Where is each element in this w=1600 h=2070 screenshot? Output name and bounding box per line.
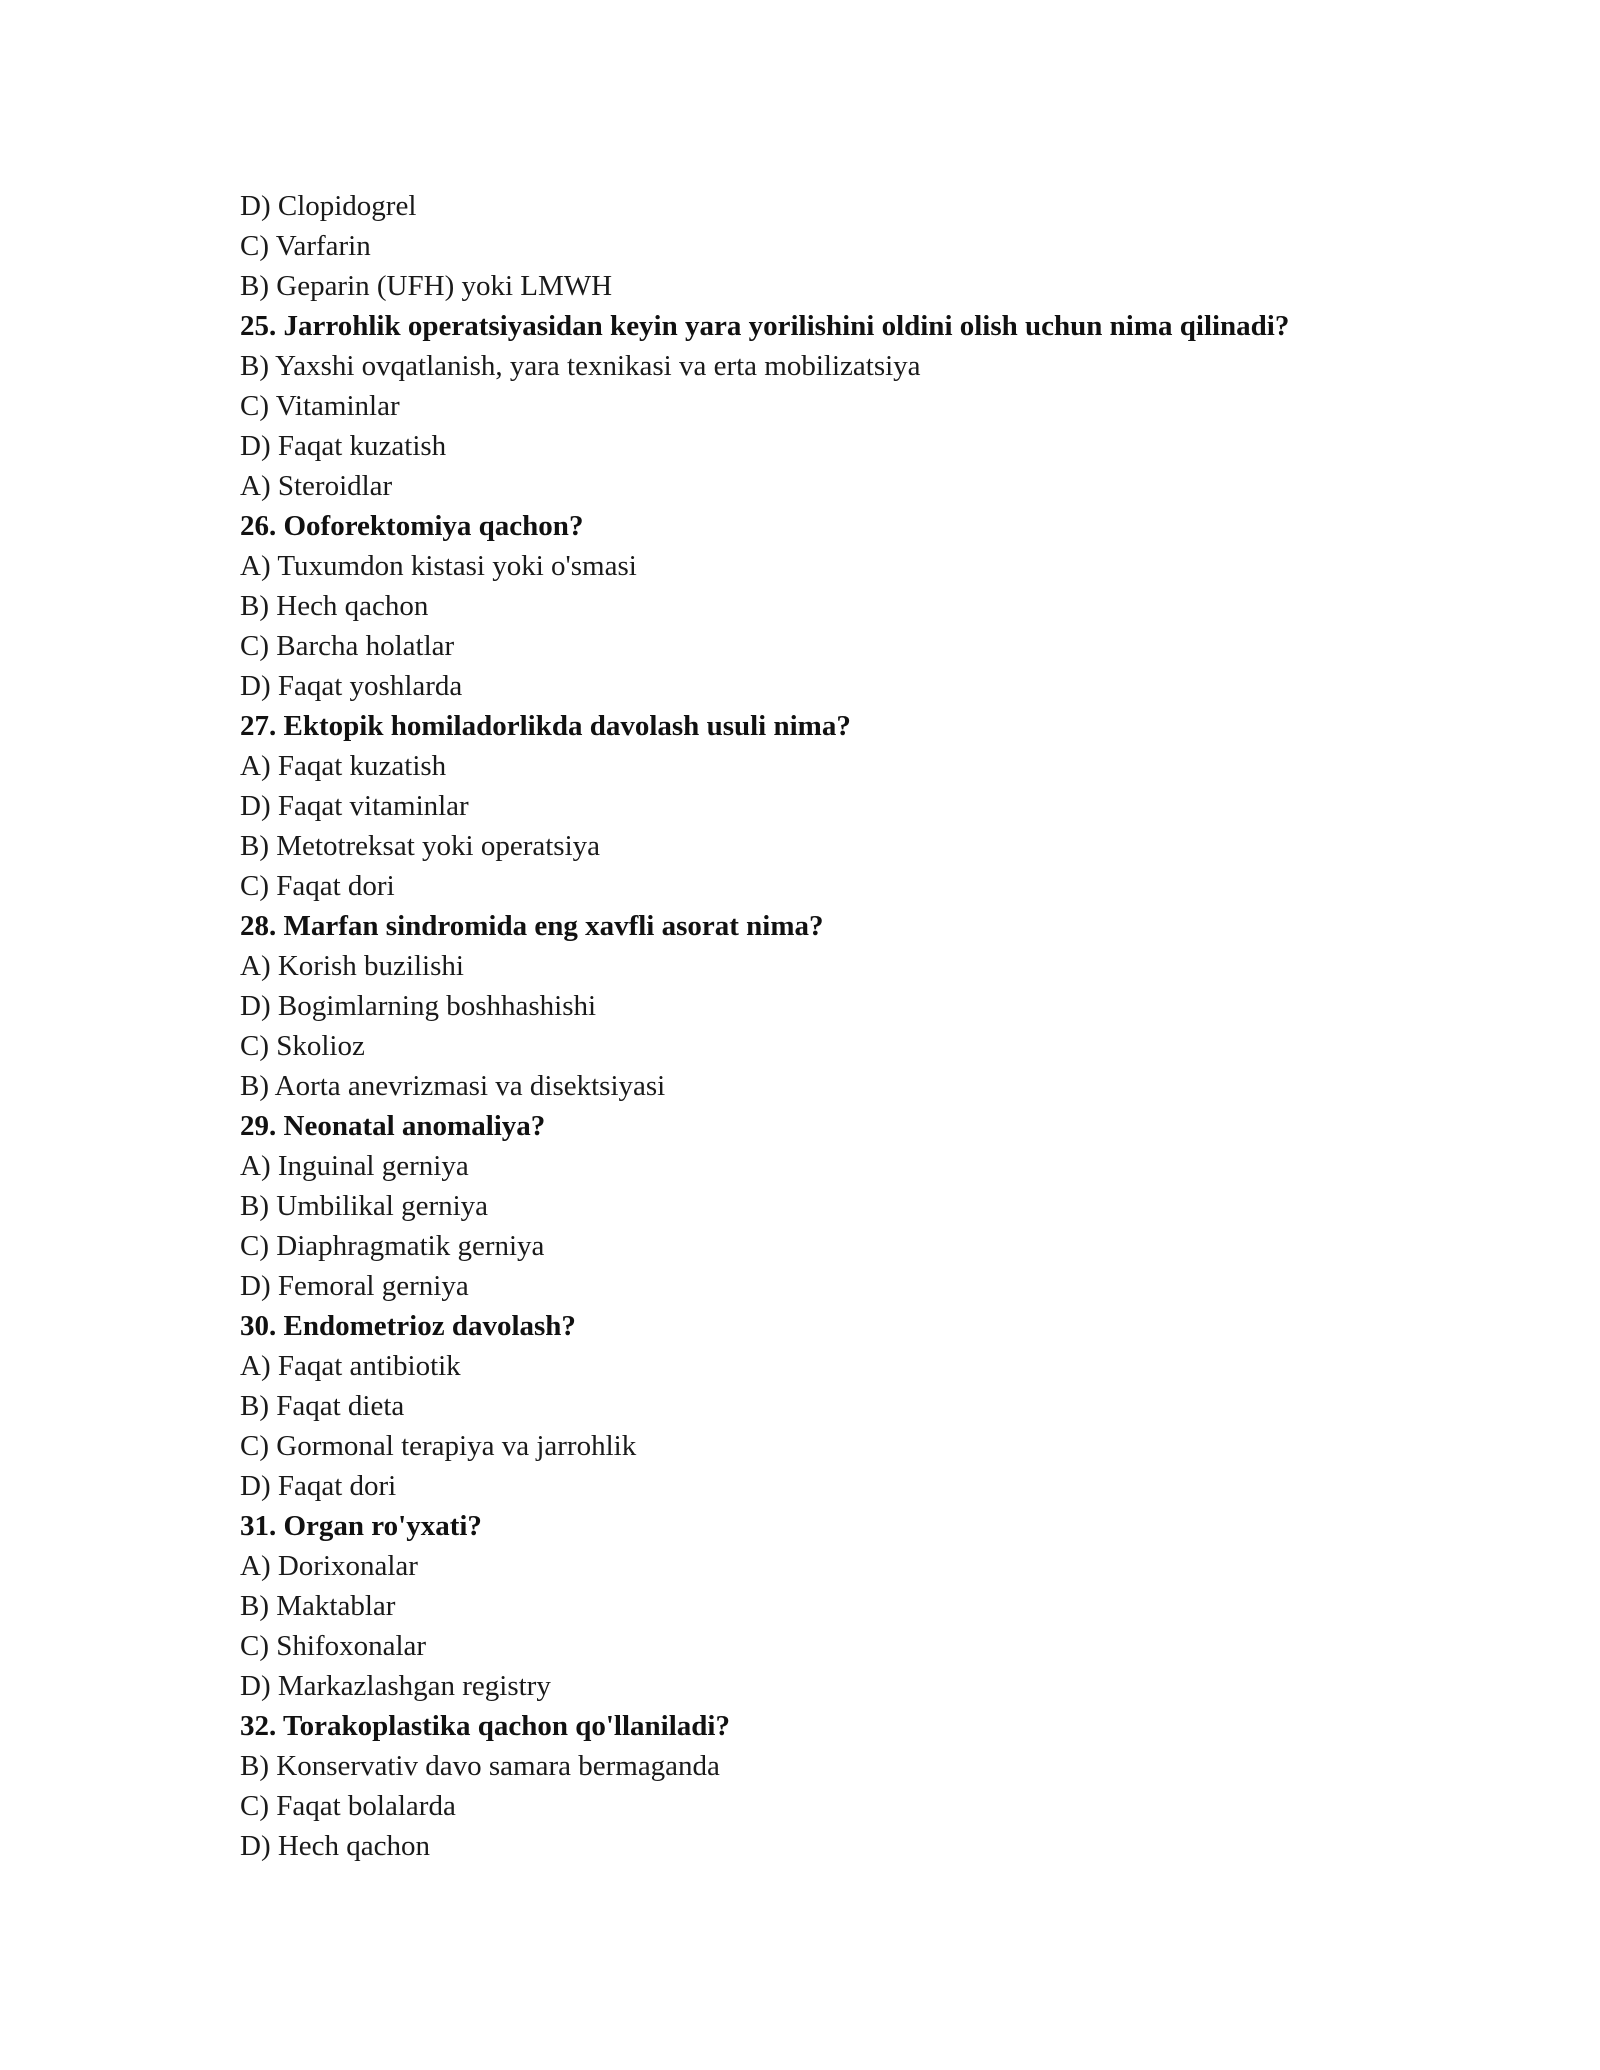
answer-option: B) Maktablar (240, 1590, 396, 1622)
answer-option: B) Geparin (UFH) yoki LMWH (240, 270, 613, 302)
answer-option: B) Faqat dieta (240, 1390, 405, 1422)
question-text: 25. Jarrohlik operatsiyasidan keyin yara yorilishini oldini olish uchun nima qilinadi? (240, 310, 1290, 342)
answer-option: C) Skolioz (240, 1030, 365, 1062)
question-text: 27. Ektopik homiladorlikda davolash usuli nima? (240, 710, 851, 742)
answer-option: C) Diaphragmatik gerniya (240, 1230, 545, 1262)
answer-option: C) Faqat bolalarda (240, 1790, 456, 1822)
answer-option: B) Hech qachon (240, 590, 429, 622)
question-text: 31. Organ ro'yxati? (240, 1510, 482, 1542)
question-text: 28. Marfan sindromida eng xavfli asorat nima? (240, 910, 824, 942)
question-text: 32. Torakoplastika qachon qo'llaniladi? (240, 1710, 730, 1742)
answer-option: B) Aorta anevrizmasi va disektsiyasi (240, 1070, 666, 1102)
answer-option: D) Clopidogrel (240, 190, 417, 222)
answer-option: C) Shifoxonalar (240, 1630, 427, 1662)
question-text: 30. Endometrioz davolash? (240, 1310, 576, 1342)
answer-option: A) Inguinal gerniya (240, 1150, 469, 1182)
answer-option: A) Tuxumdon kistasi yoki o'smasi (240, 550, 637, 582)
answer-option: C) Faqat dori (240, 870, 395, 902)
answer-option: D) Faqat dori (240, 1470, 397, 1502)
answer-option: D) Faqat kuzatish (240, 430, 447, 462)
question-text: 29. Neonatal anomaliya? (240, 1110, 546, 1142)
answer-option: C) Vitaminlar (240, 390, 400, 422)
answer-option: D) Bogimlarning boshhashishi (240, 990, 597, 1022)
answer-option: D) Femoral gerniya (240, 1270, 469, 1302)
answer-option: D) Markazlashgan registry (240, 1670, 551, 1702)
answer-option: D) Hech qachon (240, 1830, 431, 1862)
answer-option: A) Steroidlar (240, 470, 393, 502)
answer-option: A) Dorixonalar (240, 1550, 418, 1582)
answer-option: A) Faqat antibiotik (240, 1350, 461, 1382)
document-page (240, 186, 1440, 1866)
answer-option: C) Varfarin (240, 230, 371, 262)
answer-option: D) Faqat vitaminlar (240, 790, 469, 822)
answer-option: A) Korish buzilishi (240, 950, 464, 982)
answer-option: B) Metotreksat yoki operatsiya (240, 830, 600, 862)
answer-option: C) Gormonal terapiya va jarrohlik (240, 1430, 637, 1462)
answer-option: B) Konservativ davo samara bermaganda (240, 1750, 720, 1782)
answer-option: D) Faqat yoshlarda (240, 670, 463, 702)
answer-option: B) Yaxshi ovqatlanish, yara texnikasi va erta mobilizatsiya (240, 350, 921, 382)
answer-option: B) Umbilikal gerniya (240, 1190, 489, 1222)
answer-option: A) Faqat kuzatish (240, 750, 447, 782)
answer-option: C) Barcha holatlar (240, 630, 455, 662)
question-text: 26. Ooforektomiya qachon? (240, 510, 584, 542)
